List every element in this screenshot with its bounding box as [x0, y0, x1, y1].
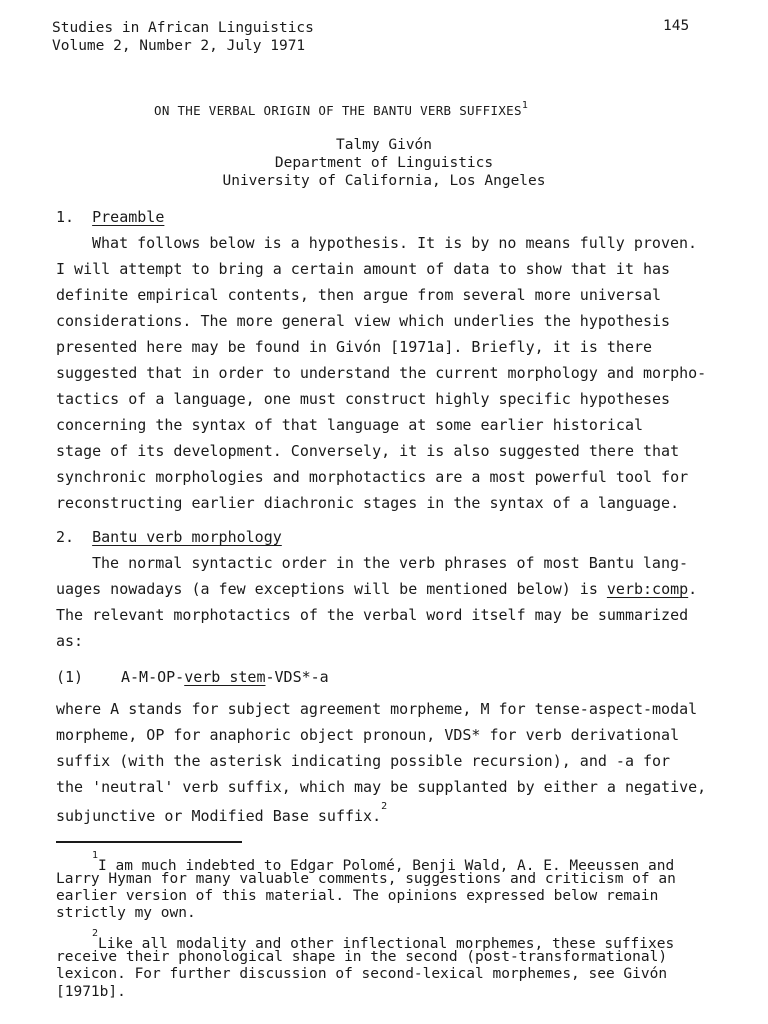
footnote-2-mark: 2 — [92, 928, 99, 939]
section-2-line: The normal syntactic order in the verb phrases of most Bantu lang- — [92, 554, 689, 572]
section-1-heading — [56, 204, 164, 230]
section-1-line: presented here may be found in Givón [1971a]. Briefly, it is there — [56, 338, 653, 356]
section-2-number: 2. — [56, 528, 75, 546]
author-university: University of California, Los Angeles — [222, 173, 546, 189]
section-2-line — [56, 800, 387, 829]
footnote-2-line: [1971b]. — [56, 984, 126, 1000]
journal-name: Studies in African Linguistics — [52, 20, 314, 36]
verb-comp-term: verb:comp — [606, 580, 689, 598]
section-1-title: Preamble — [92, 208, 165, 226]
footnote-1-line: Larry Hyman for many valuable comments, suggestions and criticism of an — [56, 871, 676, 887]
section-1-line: What follows below is a hypothesis. It is by no means fully proven. — [92, 234, 698, 252]
footnote-divider — [56, 841, 242, 843]
author-name: Talmy Givón — [335, 137, 433, 153]
section-2-line: morpheme, OP for anaphoric object pronoun, VDS* for verb derivational — [56, 726, 680, 744]
section-2-title: Bantu verb morphology — [92, 528, 282, 546]
section-2-heading — [56, 524, 282, 550]
example-formula-suffix: -VDS*-a — [265, 668, 329, 686]
paper-title-text: ON THE VERBAL ORIGIN OF THE BANTU VERB SUFFIXES — [154, 103, 522, 119]
footnote-2-line: lexicon. For further discussion of second-lexical morphemes, see Givón — [56, 966, 668, 982]
footnote-2-reference: 2 — [381, 801, 388, 812]
section-2-line: suffix (with the asterisk indicating possible recursion), and -a for — [56, 752, 671, 770]
example-formula — [121, 664, 329, 690]
paper-title — [154, 102, 528, 118]
section-2-line: as: — [56, 632, 84, 650]
section-1-line: stage of its development. Conversely, it is also suggested there that — [56, 442, 680, 460]
title-footnote-mark: 1 — [521, 100, 529, 111]
section-1-line: synchronic morphologies and morphotactics are a most powerful tool for — [56, 468, 689, 486]
section-1-line: concerning the syntax of that language at some earlier historical — [56, 416, 643, 434]
section-1-number: 1. — [56, 208, 75, 226]
footnote-1-text: I am much indebted to Edgar Polomé, Benji Wald, A. E. Meeussen and — [98, 857, 675, 874]
footnote-1-line: strictly my own. — [56, 905, 196, 921]
journal-volume: Volume 2, Number 2, July 1971 — [52, 38, 306, 54]
page-number: 145 — [663, 18, 690, 34]
section-1-line: definite empirical contents, then argue from several more universal — [56, 286, 662, 304]
footnote-2-line: receive their phonological shape in the second (post-transformational) — [56, 949, 668, 965]
author-department: Department of Linguistics — [274, 155, 494, 171]
section-2-line-period: . — [688, 580, 698, 598]
example-verb-stem: verb stem — [184, 668, 266, 686]
example-number: (1) — [56, 668, 84, 686]
section-2-last-line-text: subjunctive or Modified Base suffix. — [56, 807, 382, 825]
footnote-1-mark: 1 — [92, 850, 99, 861]
section-2-line: The relevant morphotactics of the verbal word itself may be summarized — [56, 606, 689, 624]
footnote-1-line: earlier version of this material. The opinions expressed below remain — [56, 888, 659, 904]
section-1-line: suggested that in order to understand the current morphology and morpho- — [56, 364, 707, 382]
section-1-line: considerations. The more general view which underlies the hypothesis — [56, 312, 671, 330]
section-1-line: reconstructing earlier diachronic stages in the syntax of a language. — [56, 494, 680, 512]
section-2-line: where A stands for subject agreement morpheme, M for tense-aspect-modal — [56, 700, 698, 718]
section-2-line: the 'neutral' verb suffix, which may be supplanted by either a negative, — [56, 778, 707, 796]
section-2-line — [56, 576, 697, 602]
example-formula-prefix: A-M-OP- — [121, 668, 185, 686]
section-2-line-text: uages nowadays (a few exceptions will be mentioned below) is — [56, 580, 607, 598]
section-1-line: tactics of a language, one must construct highly specific hypotheses — [56, 390, 671, 408]
section-1-line: I will attempt to bring a certain amount of data to show that it has — [56, 260, 671, 278]
footnote-2-text: Like all modality and other inflectional morphemes, these suffixes — [98, 935, 675, 952]
